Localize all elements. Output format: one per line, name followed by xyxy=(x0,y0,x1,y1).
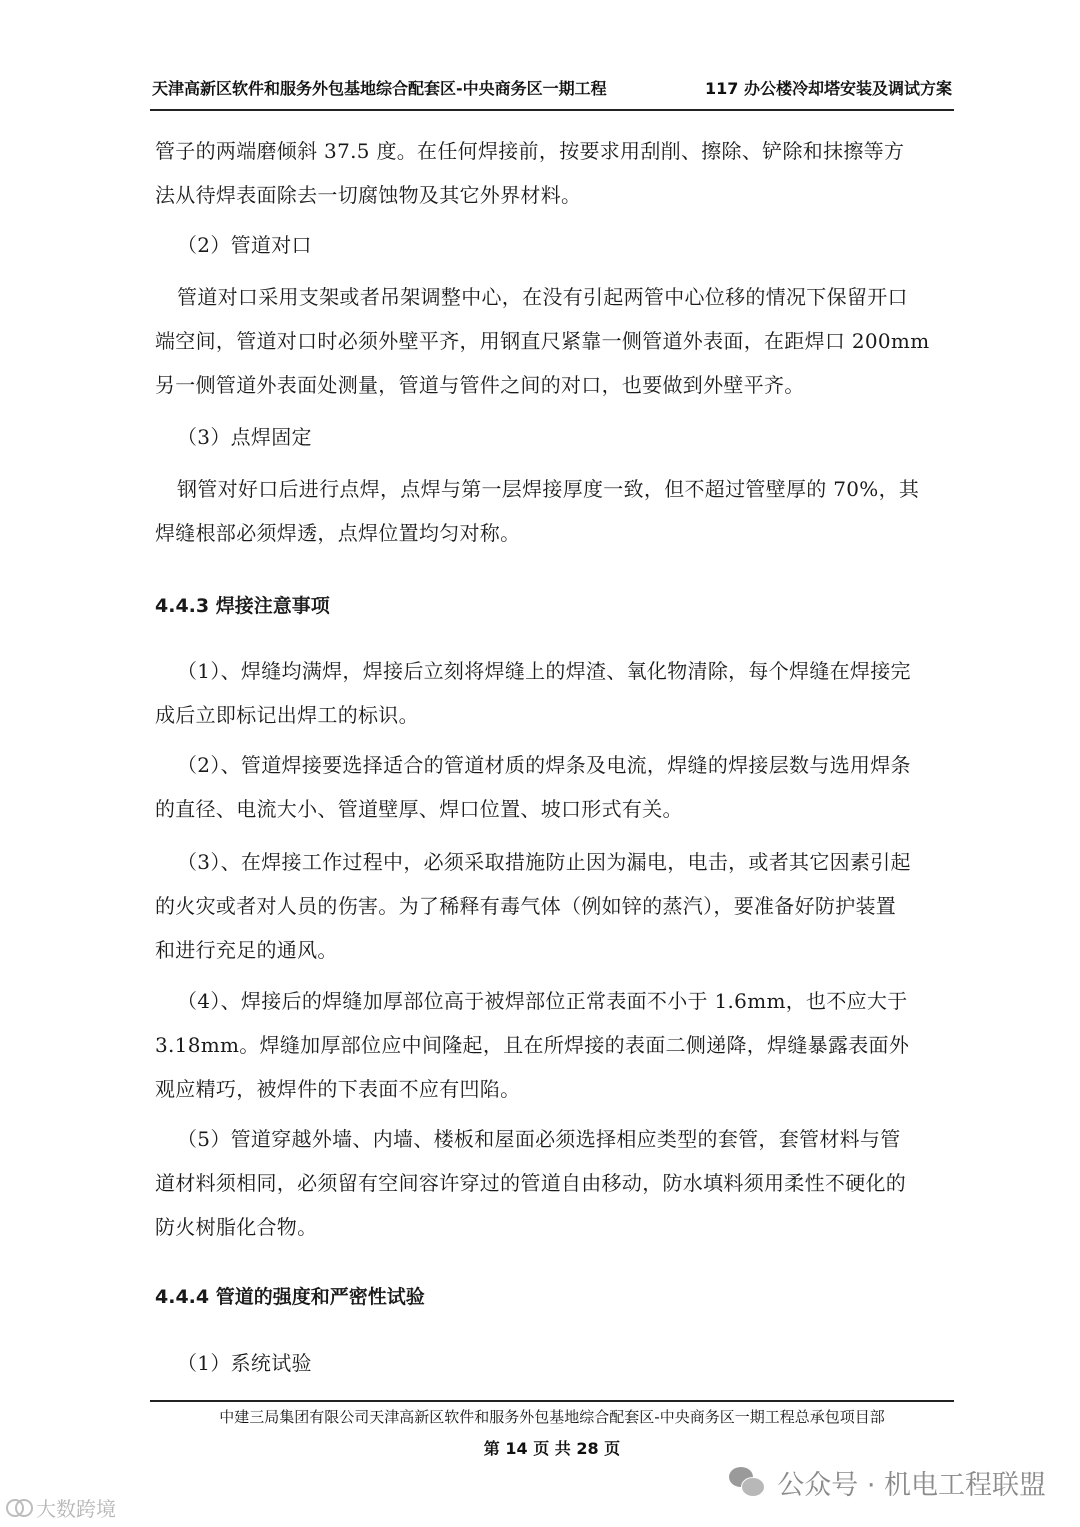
header-document-title: 117 办公楼冷却塔安装及调试方案 xyxy=(705,79,952,98)
text-line: 管子的两端磨倾斜 37.5 度。在任何焊接前，按要求用刮削、擦除、铲除和抹擦等方 xyxy=(155,139,905,163)
item-title-spot-weld: （3）点焊固定 xyxy=(177,425,312,449)
text-line: 成后立即标记出焊工的标识。 xyxy=(155,703,419,727)
paragraph-alignment xyxy=(155,275,955,407)
text-line: （3）、在焊接工作过程中，必须采取措施防止因为漏电，电击，或者其它因素引起 xyxy=(177,850,911,874)
header-divider xyxy=(150,109,954,111)
page-header xyxy=(152,76,952,102)
text-line: （2）、管道焊接要选择适合的管道材质的焊条及电流，焊缝的焊接层数与选用焊条 xyxy=(177,753,911,777)
list-item-5 xyxy=(155,1117,955,1249)
header-project-title: 天津高新区软件和服务外包基地综合配套区-中央商务区一期工程 xyxy=(152,79,607,98)
page-number: 第 14 页 共 28 页 xyxy=(483,1439,621,1458)
text-line: （4）、焊接后的焊缝加厚部位高于被焊部位正常表面不小于 1.6mm，也不应大于 xyxy=(177,989,908,1013)
text-line: 的直径、电流大小、管道壁厚、焊口位置、坡口形式有关。 xyxy=(155,797,683,821)
list-item-1 xyxy=(155,649,955,737)
wechat-watermark xyxy=(729,1462,1046,1502)
text-line: 焊缝根部必须焊透，点焊位置均匀对称。 xyxy=(155,521,521,545)
wechat-icon xyxy=(729,1465,767,1499)
footer-organization: 中建三局集团有限公司天津高新区软件和服务外包基地综合配套区-中央商务区一期工程总承包项目部 xyxy=(219,1408,885,1426)
text-line: 防火树脂化合物。 xyxy=(155,1215,318,1239)
text-line: 法从待焊表面除去一切腐蚀物及其它外界材料。 xyxy=(155,183,582,207)
section-heading-4-4-4: 4.4.4 管道的强度和严密性试验 xyxy=(155,1286,425,1308)
text-line: 另一侧管道外表面处测量，管道与管件之间的对口，也要做到外壁平齐。 xyxy=(155,373,805,397)
text-line: 的火灾或者对人员的伤害。为了稀释有毒气体（例如锌的蒸汽），要准备好防护装置 xyxy=(155,894,897,918)
section-heading-4-4-3: 4.4.3 焊接注意事项 xyxy=(155,595,330,617)
footer-divider xyxy=(150,1400,954,1402)
text-line: 和进行充足的通风。 xyxy=(155,938,338,962)
brand-watermark xyxy=(6,1492,116,1522)
watermark-account-text: 公众号 · 机电工程联盟 xyxy=(777,1469,1046,1501)
text-line: 道材料须相同，必须留有空间容许穿过的管道自由移动，防水填料须用柔性不硬化的 xyxy=(155,1171,907,1195)
item-title-system-test: （1）系统试验 xyxy=(177,1351,312,1375)
text-line: 钢管对好口后进行点焊，点焊与第一层焊接厚度一致，但不超过管壁厚的 70%，其 xyxy=(177,477,920,501)
text-line: 端空间，管道对口时必须外壁平齐，用钢直尺紧靠一侧管道外表面，在距焊口 200mm xyxy=(155,329,930,353)
circle-logo-icon xyxy=(6,1496,32,1518)
list-item-4 xyxy=(155,979,955,1111)
text-line: 3.18mm。焊缝加厚部位应中间隆起，且在所焊接的表面二侧递降，焊缝暴露表面外 xyxy=(155,1033,910,1057)
paragraph-spot-weld xyxy=(155,467,955,555)
paragraph-bevel xyxy=(155,129,955,217)
list-item-3 xyxy=(155,840,955,972)
text-line: 管道对口采用支架或者吊架调整中心，在没有引起两管中心位移的情况下保留开口 xyxy=(177,285,908,309)
text-line: 观应精巧，被焊件的下表面不应有凹陷。 xyxy=(155,1077,521,1101)
text-line: （5）管道穿越外墙、内墙、楼板和屋面必须选择相应类型的套管，套管材料与管 xyxy=(177,1127,901,1151)
text-line: （1）、焊缝均满焊，焊接后立刻将焊缝上的焊渣、氧化物清除，每个焊缝在焊接完 xyxy=(177,659,911,683)
list-item-2 xyxy=(155,743,955,831)
watermark-brand-text: 大数跨境 xyxy=(36,1496,116,1521)
item-title-alignment: （2）管道对口 xyxy=(177,233,312,257)
